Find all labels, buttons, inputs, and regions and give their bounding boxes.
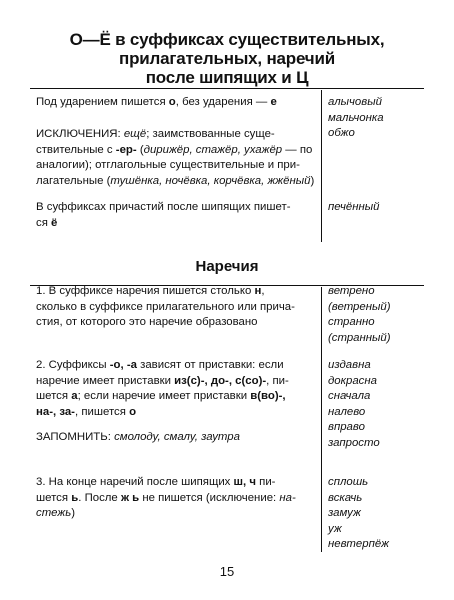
column-divider-1: [321, 90, 322, 242]
rule-stress-paragraph: Под ударением пишется о, без ударения — е: [36, 96, 277, 108]
column-divider-2: [321, 287, 322, 552]
example-item: ветрено: [328, 285, 375, 297]
example-item: странно: [328, 316, 375, 328]
top-rule: [30, 88, 424, 89]
example-item: алычовый: [328, 96, 382, 108]
example-item: уж: [328, 522, 342, 535]
example-item: невтерпёж: [328, 538, 390, 550]
title-line-1: О—Ё в суффиксах существительных,: [69, 30, 385, 49]
example-item: обжо: [328, 127, 355, 139]
example-item: запросто: [328, 436, 380, 449]
adverb-examples-3: [328, 475, 428, 553]
example-item: вправо: [328, 421, 365, 433]
example-item: издавна: [328, 359, 371, 371]
example-item: (ветреный): [328, 300, 391, 313]
adverb-rule-3: 3. На конце наречий после шипящих ш, ч пи- шется ь. После ж ь не пишется (исключение: на- стежь): [36, 476, 296, 519]
example-item: мальчонка: [328, 111, 384, 124]
adverb-remember: ЗАПОМНИТЬ: смолоду, смалу, заутра: [36, 431, 240, 443]
page-number: 15: [219, 564, 235, 579]
example-item: сначала: [328, 390, 371, 402]
example-item: докрасна: [328, 374, 377, 387]
exceptions-paragraph: ИСКЛЮЧЕНИЯ: ещё; заимствованные суще- ствительные с -ер- (дирижёр, стажёр, ухажёр — по аналогии); отглагольные существительные и при- лагательные (тушёнка, ночёвка, корчёвка, жжёный): [36, 128, 315, 187]
adverb-examples-2: [328, 358, 428, 451]
example-item: сплошь: [328, 476, 369, 488]
section-title: Наречия: [195, 258, 259, 275]
example-item: (странный): [328, 331, 391, 344]
page-title: [20, 30, 434, 87]
examples-list-2: [328, 200, 428, 216]
title-line-2: прилагательных, наречий: [119, 49, 335, 68]
example-item: печённый: [328, 201, 380, 213]
adverb-examples-1: [328, 284, 428, 346]
example-item: замуж: [328, 507, 361, 519]
example-item: вскачь: [328, 491, 363, 504]
participle-paragraph: В суффиксах причастий после шипящих пишет- ся ё: [36, 201, 291, 229]
examples-list-1: [328, 95, 428, 142]
example-item: налево: [328, 405, 366, 418]
title-line-3: после шипящих и Ц: [145, 68, 309, 87]
adverb-rule-2: 2. Суффиксы -о, -а зависят от приставки: если наречие имеет приставки из(с)-, до-, с(со)-, пи- шется а; если наречие имеет приставки в(во)-, на-, за-, пишется о: [36, 359, 289, 418]
adverb-rule-1: 1. В суффиксе наречия пишется столько н, сколько в суффиксе прилагательного или прича- стия, от которого это наречие образовано: [36, 285, 295, 328]
